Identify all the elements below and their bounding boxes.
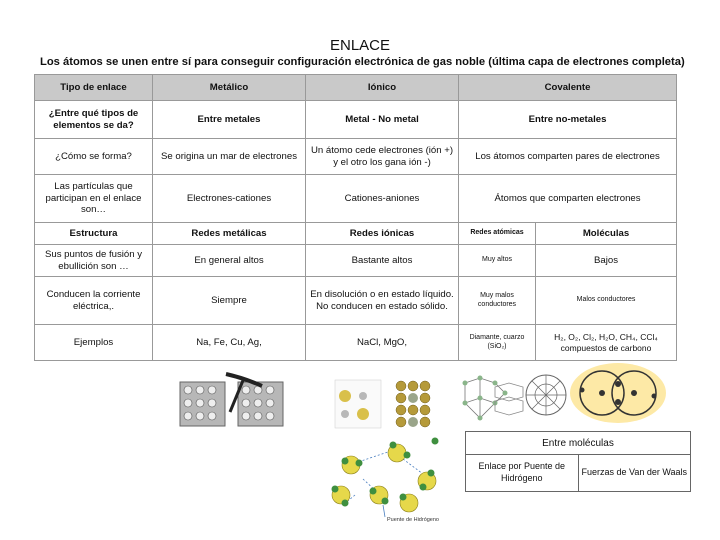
table-cell: Malos conductores: [536, 277, 677, 325]
header-cell: Tipo de enlace: [35, 75, 153, 101]
table-row: [35, 175, 677, 223]
table-cell: Átomos que comparten electrones: [459, 175, 677, 223]
table-header-row: [466, 432, 691, 455]
table-cell: Siempre: [153, 277, 306, 325]
table-row: [35, 101, 677, 139]
row-header: Estructura: [35, 223, 153, 245]
table-cell: Redes metálicas: [153, 223, 306, 245]
table-cell: Metal - No metal: [306, 101, 459, 139]
ionic-crystal-image: [333, 378, 383, 430]
bond-table: [34, 74, 677, 361]
table-cell: Los átomos comparten pares de electrones: [459, 139, 677, 175]
table-cell: Se origina un mar de electrones: [153, 139, 306, 175]
table-cell: H₂, O₂, Cl₂, H₂O, CH₄, CCl₄ compuestos de carbono: [536, 325, 677, 361]
table-cell: Un átomo cede electrones (ión +) y el otro los gana ión -): [306, 139, 459, 175]
table-row: [35, 223, 677, 245]
table-cell: Diamante, cuarzo (SiO₂): [459, 325, 536, 361]
header-cell: Covalente: [459, 75, 677, 101]
table-row: [35, 139, 677, 175]
header-cell: Entre moléculas: [466, 432, 691, 455]
diagram-label: Puente de Hidrógeno: [387, 517, 439, 523]
fullerene-image: [524, 372, 568, 418]
hydrogen-bond-diagram: [323, 433, 453, 525]
table-cell: Bastante altos: [306, 245, 459, 277]
table-cell: Enlace por Puente de Hidrógeno: [466, 455, 579, 492]
table-cell: Moléculas: [536, 223, 677, 245]
table-cell: Na, Fe, Cu, Ag,: [153, 325, 306, 361]
metallic-lattice-image: [178, 372, 290, 432]
table-cell: En disolución o en estado líquido. No conducen en estado sólido.: [306, 277, 459, 325]
table-cell: En general altos: [153, 245, 306, 277]
molecules-table: [465, 431, 691, 492]
table-cell: Fuerzas de Van der Waals: [578, 455, 691, 492]
covalent-molecule-image: [568, 362, 668, 424]
table-cell: Redes iónicas: [306, 223, 459, 245]
header-cell: Iónico: [306, 75, 459, 101]
table-row: [35, 325, 677, 361]
table-cell: Electrones-cationes: [153, 175, 306, 223]
table-cell: Entre no-metales: [459, 101, 677, 139]
row-header: Las partículas que participan en el enlace son…: [35, 175, 153, 223]
table-cell: Bajos: [536, 245, 677, 277]
row-header: Ejemplos: [35, 325, 153, 361]
table-header-row: [35, 75, 677, 101]
page-title: ENLACE: [329, 37, 391, 54]
table-row: [35, 245, 677, 277]
table-cell: Redes atómicas: [459, 223, 536, 245]
table-cell: NaCl, MgO,: [306, 325, 459, 361]
table-cell: Cationes-aniones: [306, 175, 459, 223]
row-header: Conducen la corriente eléctrica,.: [35, 277, 153, 325]
header-cell: Metálico: [153, 75, 306, 101]
ionic-lattice-image: [393, 378, 433, 430]
subtitle: Los átomos se unen entre sí para conseguir configuración electrónica de gas noble (última capa de electrones completa): [40, 56, 685, 68]
graphite-network-image: [493, 381, 525, 417]
table-cell: Entre metales: [153, 101, 306, 139]
row-header: ¿Cómo se forma?: [35, 139, 153, 175]
row-header: ¿Entre qué tipos de elementos se da?: [35, 101, 153, 139]
table-cell: Muy malos conductores: [459, 277, 536, 325]
table-cell: Muy altos: [459, 245, 536, 277]
row-header: Sus puntos de fusión y ebullición son …: [35, 245, 153, 277]
table-row: [466, 455, 691, 492]
table-row: [35, 277, 677, 325]
